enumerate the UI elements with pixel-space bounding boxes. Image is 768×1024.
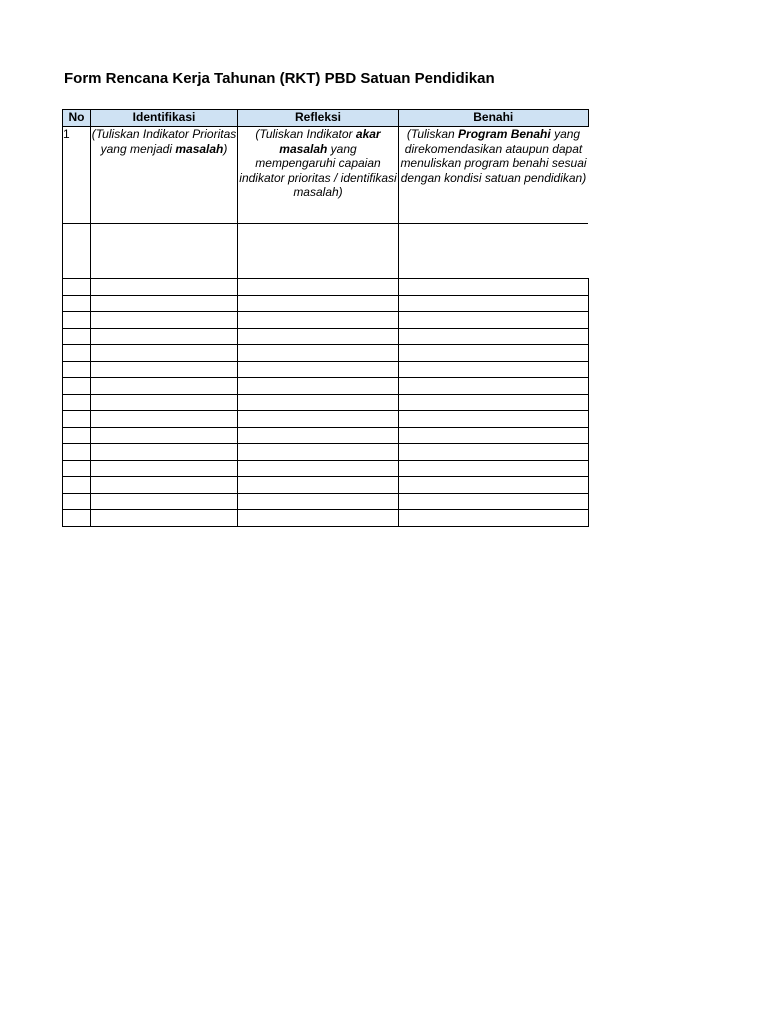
refleksi-cell[interactable] — [238, 279, 399, 296]
benahi-cell[interactable] — [399, 345, 589, 362]
benahi-cell[interactable] — [399, 427, 589, 444]
refleksi-cell[interactable] — [238, 411, 399, 428]
table-row — [63, 411, 589, 428]
table-row — [63, 510, 589, 527]
table-row — [63, 361, 589, 378]
row-number-cell[interactable] — [63, 312, 91, 329]
refleksi-cell[interactable] — [238, 361, 399, 378]
identifikasi-cell[interactable] — [91, 224, 238, 279]
table-row — [63, 279, 589, 296]
identifikasi-cell[interactable] — [91, 411, 238, 428]
header-benahi: Benahi — [399, 110, 589, 127]
benahi-cell[interactable] — [399, 493, 589, 510]
refleksi-cell[interactable] — [238, 460, 399, 477]
refleksi-cell[interactable] — [238, 312, 399, 329]
identifikasi-cell[interactable] — [91, 493, 238, 510]
identifikasi-cell[interactable] — [91, 427, 238, 444]
refleksi-cell[interactable] — [238, 127, 399, 224]
benahi-cell[interactable] — [399, 477, 589, 494]
identifikasi-cell[interactable] — [91, 127, 238, 224]
refleksi-cell[interactable] — [238, 295, 399, 312]
table-row — [63, 493, 589, 510]
benahi-cell[interactable] — [399, 378, 589, 395]
row-number-cell[interactable] — [63, 427, 91, 444]
table-row — [63, 295, 589, 312]
table-row — [63, 127, 589, 224]
benahi-cell[interactable] — [399, 460, 589, 477]
benahi-cell[interactable] — [399, 312, 589, 329]
form-title: Form Rencana Kerja Tahunan (RKT) PBD Satuan Pendidikan — [64, 70, 495, 87]
benahi-cell[interactable] — [399, 295, 589, 312]
benahi-cell[interactable] — [399, 279, 589, 296]
refleksi-cell[interactable] — [238, 444, 399, 461]
row-number-cell[interactable] — [63, 493, 91, 510]
refleksi-cell[interactable] — [238, 224, 399, 279]
table-header-row — [63, 110, 589, 127]
refleksi-hint-post: yang mempengaruhi capaian indikator prioritas / identifikasi masalah) — [239, 141, 397, 199]
table-row — [63, 328, 589, 345]
benahi-cell[interactable] — [399, 411, 589, 428]
rkt-table — [62, 109, 589, 527]
refleksi-hint-bold: akar masalah — [279, 127, 381, 156]
benahi-cell[interactable] — [399, 361, 589, 378]
identifikasi-cell[interactable] — [91, 295, 238, 312]
identifikasi-cell[interactable] — [91, 378, 238, 395]
refleksi-cell[interactable] — [238, 394, 399, 411]
header-refleksi: Refleksi — [238, 110, 399, 127]
row-number-cell[interactable] — [63, 378, 91, 395]
table-row — [63, 312, 589, 329]
identifikasi-cell[interactable] — [91, 510, 238, 527]
header-no: No — [63, 110, 91, 127]
row-number-cell[interactable] — [63, 279, 91, 296]
table-row — [63, 345, 589, 362]
row-number-cell[interactable] — [63, 460, 91, 477]
table-row — [63, 460, 589, 477]
benahi-cell[interactable] — [399, 127, 589, 224]
identifikasi-cell[interactable] — [91, 460, 238, 477]
table-row — [63, 224, 589, 279]
row-number-cell[interactable] — [63, 510, 91, 527]
identifikasi-hint-bold: masalah — [175, 141, 224, 156]
benahi-hint-post: yang direkomendasikan ataupun dapat menuliskan program benahi sesuai dengan kondisi satuan pendidikan) — [400, 127, 587, 185]
row-number-cell: 1 — [63, 127, 91, 224]
identifikasi-cell[interactable] — [91, 394, 238, 411]
identifikasi-cell[interactable] — [91, 477, 238, 494]
benahi-hint-pre: (Tuliskan — [406, 127, 459, 141]
row-number-cell[interactable] — [63, 345, 91, 362]
identifikasi-cell[interactable] — [91, 279, 238, 296]
refleksi-cell[interactable] — [238, 378, 399, 395]
header-identifikasi: Identifikasi — [91, 110, 238, 127]
row-number-cell[interactable] — [63, 477, 91, 494]
table-row — [63, 378, 589, 395]
benahi-cell[interactable] — [399, 328, 589, 345]
row-number-cell[interactable] — [63, 224, 91, 279]
row-number-cell[interactable] — [63, 328, 91, 345]
identifikasi-cell[interactable] — [91, 328, 238, 345]
identifikasi-cell[interactable] — [91, 312, 238, 329]
refleksi-cell[interactable] — [238, 328, 399, 345]
identifikasi-cell[interactable] — [91, 345, 238, 362]
refleksi-cell[interactable] — [238, 427, 399, 444]
row-number-cell[interactable] — [63, 411, 91, 428]
identifikasi-hint-pre: (Tuliskan Indikator Prioritas yang menjadi — [91, 127, 237, 156]
table-row — [63, 394, 589, 411]
benahi-cell[interactable] — [399, 444, 589, 461]
refleksi-cell[interactable] — [238, 345, 399, 362]
identifikasi-cell[interactable] — [91, 361, 238, 378]
benahi-cell[interactable] — [399, 510, 589, 527]
benahi-hint-bold: Program Benahi — [458, 127, 551, 141]
refleksi-cell[interactable] — [238, 493, 399, 510]
row-number-cell[interactable] — [63, 444, 91, 461]
refleksi-cell[interactable] — [238, 510, 399, 527]
row-number-cell[interactable] — [63, 361, 91, 378]
refleksi-hint-pre: (Tuliskan Indikator — [255, 127, 356, 141]
refleksi-cell[interactable] — [238, 477, 399, 494]
benahi-cell[interactable] — [399, 394, 589, 411]
benahi-cell[interactable] — [399, 224, 589, 279]
table-row — [63, 477, 589, 494]
table-row — [63, 444, 589, 461]
row-number-cell[interactable] — [63, 394, 91, 411]
identifikasi-hint-post: ) — [223, 141, 228, 156]
identifikasi-cell[interactable] — [91, 444, 238, 461]
row-number-cell[interactable] — [63, 295, 91, 312]
table-row — [63, 427, 589, 444]
